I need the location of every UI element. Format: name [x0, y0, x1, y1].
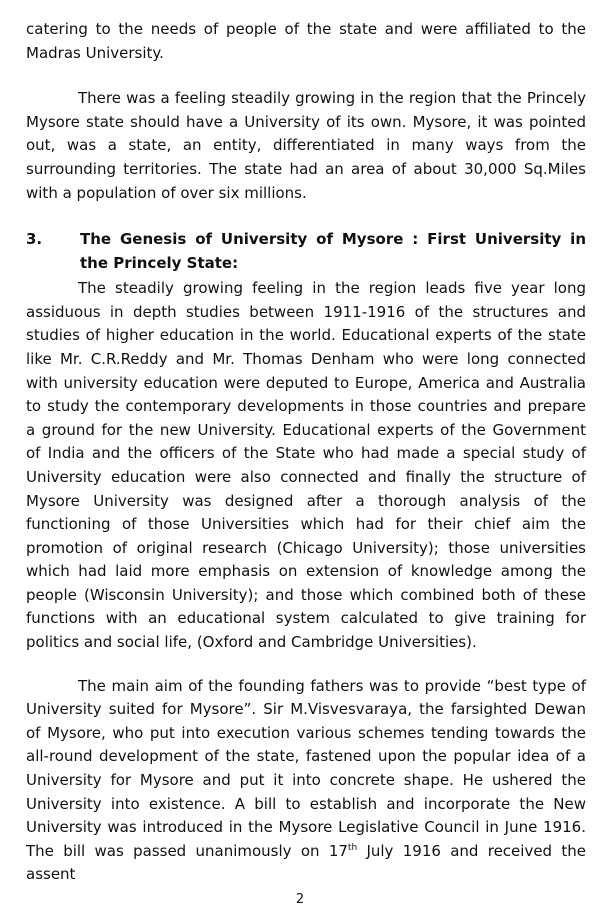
- section-heading: [26, 227, 586, 275]
- ordinal-superscript: th: [347, 842, 358, 853]
- page-number: 2: [295, 892, 305, 907]
- paragraph-princely-state: There was a feeling steadily growing in the region that the Princely Mysore state should have a University of its own. Mysore, it was pointed out, was a state, an entity, differentiated in many ways from the surrounding territories. The state had an area of about 30,000 Sq.Miles with a population of over six millions.: [26, 89, 586, 202]
- paragraph-genesis: The steadily growing feeling in the region leads five year long assiduous in depth studies between 1911-1916 of the structures and studies of higher education in the world. Educational experts of the state like Mr. C.R.Reddy and Mr. Thomas Denham who were long connected with university education were deputed to Europe, America and Australia to study the contemporary developments in those countries and prepare a ground for the new University. Educational experts of the Government of India and the officers of the State who had made a special study of University education were also connected and finally the structure of Mysore University was designed after a thorough analysis of the functioning of those Universities which had for their chief aim the promotion of original research (Chicago University); those universities which had laid more emphasis on extension of knowledge among the people (Wisconsin University); and those which combined both of these functions with an educational system calculated to give training for politics and social life, (Oxford and Cambridge Universities).: [26, 279, 586, 652]
- document-page: [26, 18, 586, 887]
- paragraph-founding-fathers: [26, 675, 586, 887]
- paragraph-founding-tail: July 1916 and received the assent: [26, 841, 586, 884]
- section-title: The Genesis of University of Mysore : First University in the Princely State:: [80, 230, 586, 273]
- section-number: 3.: [26, 230, 43, 249]
- paragraph-continuation: catering to the needs of people of the state and were affiliated to the Madras University.: [26, 20, 586, 62]
- paragraph-founding-text: The main aim of the founding fathers was to provide “best type of University suited for Mysore”. Sir M.Visvesvaraya, the farsighted Dewan of Mysore, who put into execution various schemes tending towards the all-round development of the state, fastened upon the popular idea of a University for Mysore and put it into concrete shape. He ushered the University into existence. A bill to establish and incorporate the New University was introduced in the Mysore Legislative Council in June 1916. The bill was passed unanimously on 17: [26, 676, 586, 860]
